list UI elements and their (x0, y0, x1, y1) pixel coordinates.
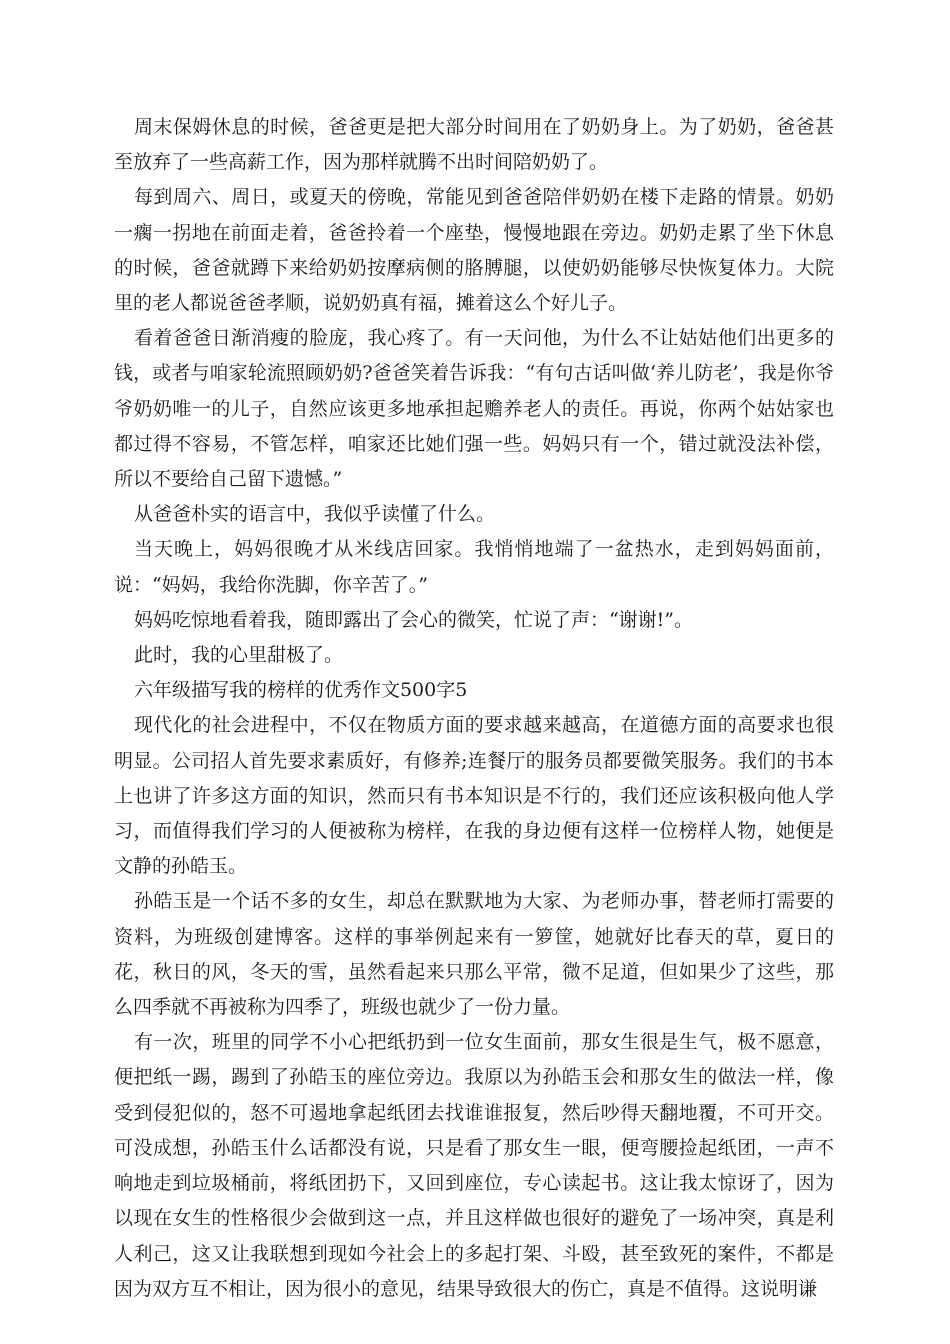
paragraph: 妈妈吃惊地看着我，随即露出了会心的微笑，忙说了声：“谢谢!”。 (133, 608, 694, 631)
paragraph: 此时，我的心里甜极了。 (133, 644, 343, 667)
paragraph: 每到周六、周日，或夏天的傍晚，常能见到爸爸陪伴奶奶在楼下走路的情景。奶奶一瘸一拐地在前面走着，爸爸拎着一个座垫，慢慢地跟在旁边。奶奶走累了坐下休息的时候，爸爸就蹲下来给奶奶按摩病侧的胳膊腿，以使奶奶能够尽快恢复体力。大院里的老人都说爸爸孝顺，说奶奶真有福，摊着这么个好儿子。 (114, 186, 834, 315)
paragraph: 孙皓玉是一个话不多的女生，却总在默默地为大家、为老师办事，替老师打需要的资料，为班级创建博客。这样的事举例起来有一箩筐，她就好比春天的草，夏日的花，秋日的风，冬天的雪，虽然看起来只那么平常，微不足道，但如果少了这些，那么四季就不再被称为四季了，班级也就少了一份力量。 (114, 890, 834, 1019)
paragraph: 现代化的社会进程中，不仅在物质方面的要求越来越高，在道德方面的高要求也很明显。公司招人首先要求素质好，有修养;连餐厅的服务员都要微笑服务。我们的书本上也讲了许多这方面的知识，然而只有书本知识是不行的，我们还应该积极向他人学习，而值得我们学习的人便被称为榜样，在我的身边便有这样一位榜样人物，她便是文静的孙皓玉。 (114, 714, 834, 878)
paragraph: 周末保姆休息的时候，爸爸更是把大部分时间用在了奶奶身上。为了奶奶，爸爸甚至放弃了一些高薪工作，因为那样就腾不出时间陪奶奶了。 (114, 116, 834, 174)
paragraph: 从爸爸朴实的语言中，我似乎读懂了什么。 (133, 503, 495, 526)
paragraph: 当天晚上，妈妈很晚才从米线店回家。我悄悄地端了一盆热水，走到妈妈面前，说：“妈妈，我给你洗脚，你辛苦了。” (114, 538, 834, 596)
essay-heading: 六年级描写我的榜样的优秀作文500字5 (133, 679, 468, 702)
paragraph: 看着爸爸日渐消瘦的脸庞，我心疼了。有一天问他，为什么不让姑姑他们出更多的钱，或者与咱家轮流照顾奶奶?爸爸笑着告诉我：“有句古话叫做‘养儿防老’，我是你爷爷奶奶唯一的儿子，自然应该更多地承担起赡养老人的责任。再说，你两个姑姑家也都过得不容易，不管怎样，咱家还比她们强一些。妈妈只有一个，错过就没法补偿，所以不要给自己留下遗憾。” (114, 327, 834, 491)
essay-body (114, 110, 834, 1307)
paragraph: 有一次，班里的同学不小心把纸扔到一位女生面前，那女生很是生气，极不愿意，便把纸一踢，踢到了孙皓玉的座位旁边。我原以为孙皓玉会和那女生的做法一样，像受到侵犯似的，怒不可遏地拿起纸团去找谁谁报复，然后吵得天翻地覆，不可开交。可没成想，孙皓玉什么话都没有说，只是看了那女生一眼，便弯腰捡起纸团，一声不响地走到垃圾桶前，将纸团扔下，又回到座位，专心读起书。这让我太惊讶了，因为以现在女生的性格很少会做到这一点，并且这样做也很好的避免了一场冲突，真是利人利己，这又让我联想到现如今社会上的多起打架、斗殴，甚至致死的案件，不都是因为双方互不相让，因为很小的意见，结果导致很大的伤亡，真是不值得。这说明谦 (114, 1031, 834, 1300)
